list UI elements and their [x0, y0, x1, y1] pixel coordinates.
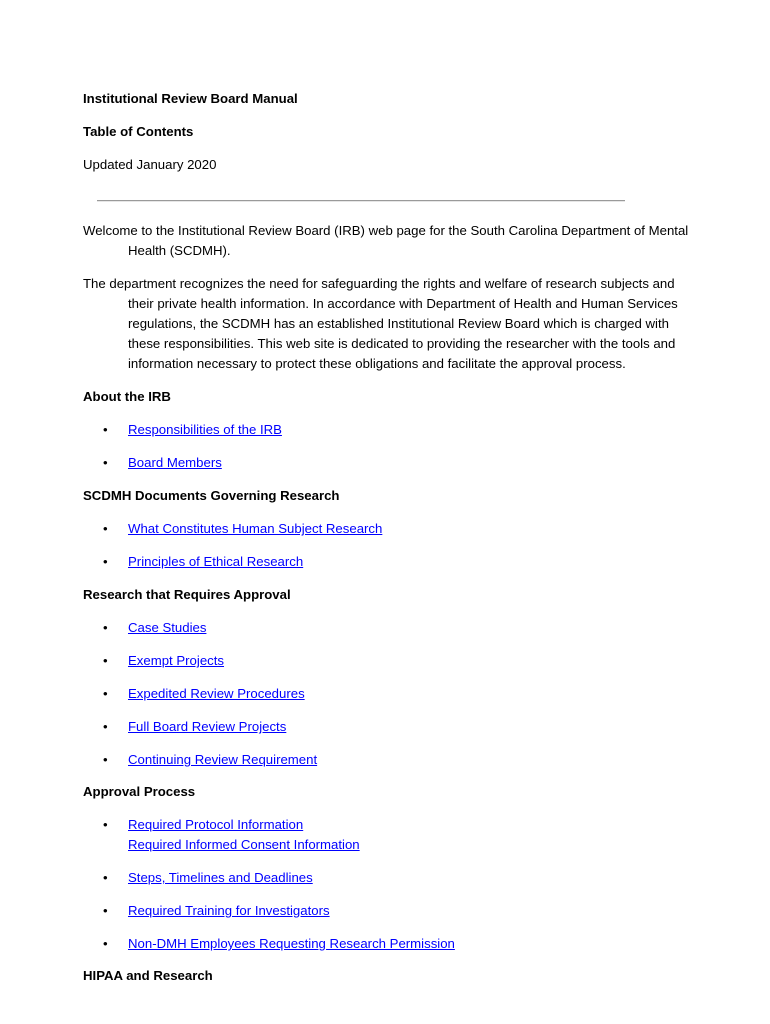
bullet-icon: •: [103, 620, 108, 635]
link-informed-consent[interactable]: Required Informed Consent Information: [128, 837, 360, 852]
link-responsibilities[interactable]: Responsibilities of the IRB: [128, 422, 282, 437]
bullet-icon: •: [103, 752, 108, 767]
section-heading-hipaa: HIPAA and Research: [83, 968, 213, 983]
bullet-icon: •: [103, 455, 108, 470]
link-human-subject-research[interactable]: What Constitutes Human Subject Research: [128, 521, 383, 536]
mission-paragraph: The department recognizes the need for safeguarding the rights and welfare of research subjects and their private health information. In accordance with Department of Health and Human Services regulations, the SCDMH has an established Institutional Review Board which is charged with these responsibilities. This web site is dedicated to providing the researcher with the tools and information necessary to protect these obligations and facilitate the approval process.: [83, 276, 678, 371]
link-expedited-review[interactable]: Expedited Review Procedures: [128, 686, 305, 701]
link-ethical-research[interactable]: Principles of Ethical Research: [128, 554, 304, 569]
section-heading-approval-required: Research that Requires Approval: [83, 587, 291, 602]
bullet-icon: •: [103, 686, 108, 701]
bullet-icon: •: [103, 521, 108, 536]
link-case-studies[interactable]: Case Studies: [128, 620, 207, 635]
section-heading-approval-process: Approval Process: [83, 784, 196, 799]
bullet-icon: •: [103, 422, 108, 437]
link-full-board-review[interactable]: Full Board Review Projects: [128, 719, 287, 734]
link-non-dmh-employees[interactable]: Non-DMH Employees Requesting Research Permission: [128, 936, 455, 951]
bullet-icon: •: [103, 936, 108, 951]
section-heading-documents: SCDMH Documents Governing Research: [83, 488, 340, 503]
link-exempt-projects[interactable]: Exempt Projects: [128, 653, 225, 668]
toc-heading: Table of Contents: [83, 124, 194, 139]
horizontal-divider: [97, 200, 625, 202]
bullet-icon: •: [103, 870, 108, 885]
section-heading-about: About the IRB: [83, 389, 171, 404]
bullet-icon: •: [103, 817, 108, 832]
manual-title: Institutional Review Board Manual: [83, 91, 298, 106]
bullet-icon: •: [103, 719, 108, 734]
link-required-training[interactable]: Required Training for Investigators: [128, 903, 330, 918]
welcome-paragraph: Welcome to the Institutional Review Board (IRB) web page for the South Carolina Department of Mental Health (SCDMH).: [83, 223, 689, 258]
bullet-icon: •: [103, 554, 108, 569]
link-continuing-review[interactable]: Continuing Review Requirement: [128, 752, 318, 767]
bullet-icon: •: [103, 653, 108, 668]
updated-date: Updated January 2020: [83, 157, 217, 172]
link-board-members[interactable]: Board Members: [128, 455, 222, 470]
bullet-icon: •: [103, 903, 108, 918]
link-steps-timelines[interactable]: Steps, Timelines and Deadlines: [128, 870, 313, 885]
link-protocol-information[interactable]: Required Protocol Information: [128, 817, 304, 832]
